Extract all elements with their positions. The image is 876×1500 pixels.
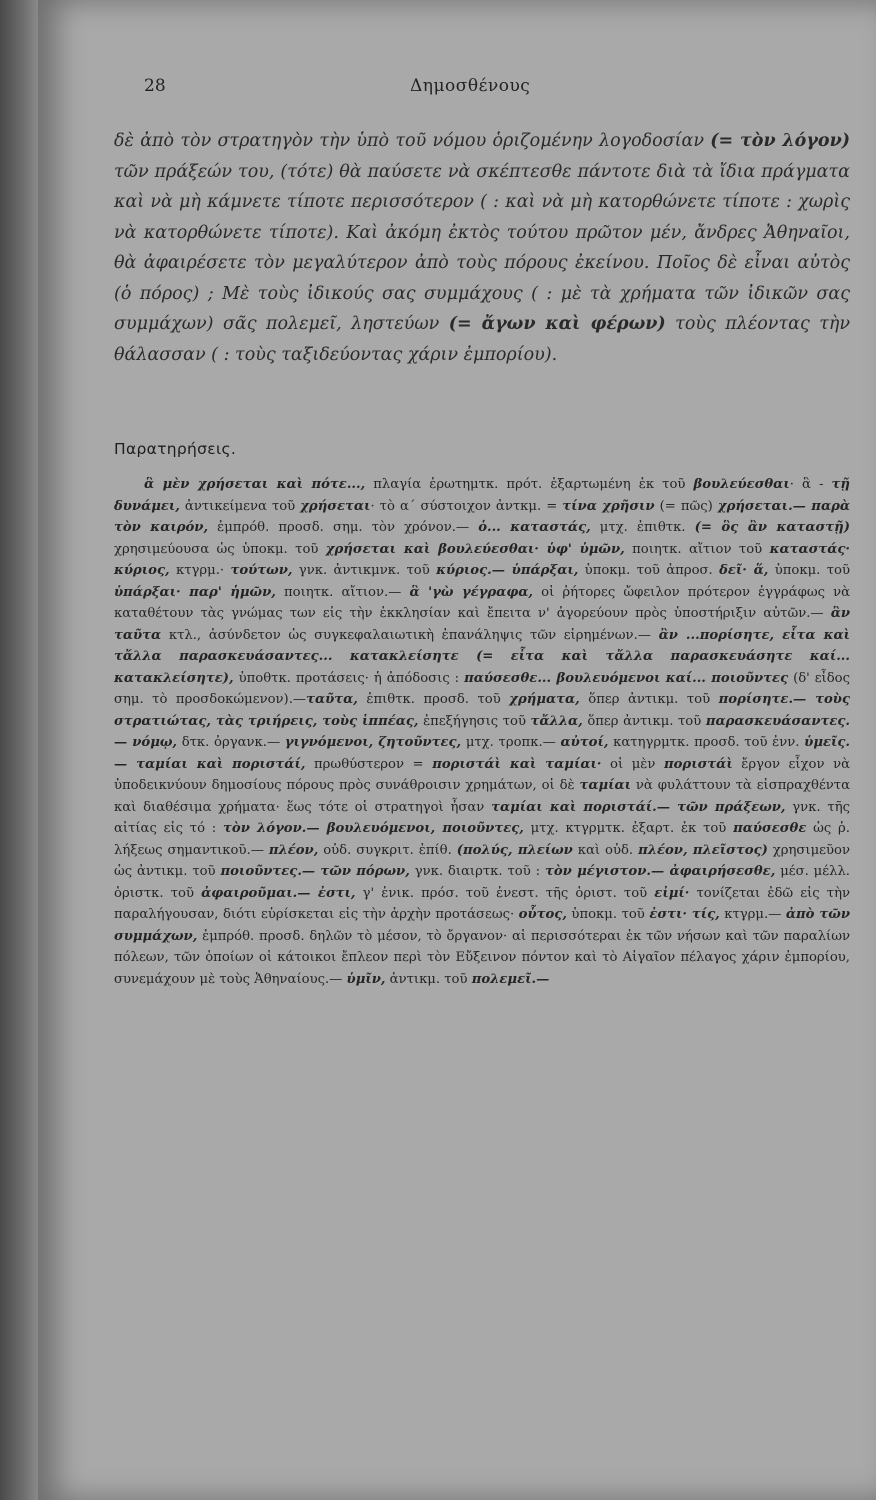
note-text: μτχ. τροπκ.— xyxy=(461,735,561,750)
note-term: παύσεσθε xyxy=(733,821,807,836)
note-text: ὑποθτκ. προτάσεις· ἡ ἀπόδοσις : xyxy=(233,670,465,686)
note-term: οὗτος, xyxy=(518,907,567,922)
note-text: χρησιμεῦον ὡς ἀντικμ. τοῦ xyxy=(114,842,850,879)
note-text: καὶ οὐδ. xyxy=(572,842,639,858)
note-term: ταμίαι xyxy=(579,778,632,793)
note-term: ποριστάὶ xyxy=(663,756,733,772)
note-term: πορίσητε.— τοὺς στρατιώτας, τὰς τριήρεις, τοὺς ἱππέας, xyxy=(114,692,850,729)
note-term: βουλεύεσθαι xyxy=(693,477,790,492)
note-term: δεῖ· ἅ, xyxy=(719,563,769,578)
note-text: κτγρμ.· xyxy=(169,563,231,578)
note-text: ἀντικμ. τοῦ xyxy=(385,971,472,987)
grammar-notes xyxy=(114,474,850,990)
note-term: παύσεσθε... βουλευόμενοι καί... ποιοῦντες xyxy=(464,670,789,686)
note-term: ταμίαι καὶ ποριστάί.— τῶν πράξεων, xyxy=(491,799,786,815)
note-text: οἱ ῥήτορες ὤφειλον πρότερον ἐγγράφως νὰ καταθέτουν τὰς γνώμας των εἰς τὴν ἐκκλησίαν καὶ ἔπειτα ν' ἀγορεύουν πρὸς ὑποστήριξιν αὐτῶν.— xyxy=(114,584,850,621)
note-term: ὑπάρξαι· παρ' ἡμῶν, xyxy=(114,584,276,600)
note-text: ὑποκμ. τοῦ ἀπροσ. xyxy=(578,563,720,578)
note-text: ὑποκμ. τοῦ xyxy=(768,563,850,578)
note-text: ἔργον εἶχον νὰ ὑποδεικνύουν δημοσίους πόρους πρὸς συνάθροισιν χρημάτων, οἱ δὲ xyxy=(114,756,850,793)
note-text: μέσ. μέλλ. ὁριστκ. τοῦ xyxy=(114,864,850,901)
note-text: · ἃ - xyxy=(789,477,832,492)
note-term: πλέον, xyxy=(268,842,319,858)
note-text: οἱ μὲν xyxy=(601,756,664,772)
running-head: Δημοσθένους xyxy=(410,76,531,96)
note-term: ἂν ταῦτα xyxy=(114,606,850,643)
note-text: τονίζεται ἐδῶ εἰς τὴν παραλήγουσαν, διότι εὑρίσκεται εἰς τὴν ἀρχὴν προτάσεως· xyxy=(114,885,850,922)
bold-gloss: (= ἄγων καὶ φέρων) xyxy=(448,314,666,334)
note-term: παρασκευάσαντες.— νόμῳ, xyxy=(114,713,850,750)
note-text: δτκ. ὀργανκ.— xyxy=(177,735,285,750)
note-term: ἃ μὲν χρήσεται καὶ πότε..., xyxy=(144,477,366,492)
translation-text xyxy=(114,126,850,370)
note-text: πλαγία ἐρωτημτκ. πρότ. ἐξαρτωμένη ἐκ τοῦ xyxy=(365,477,694,492)
book-spine-shadow xyxy=(0,0,38,1500)
note-text: μτχ. κτγρμτκ. ἐξαρτ. ἐκ τοῦ xyxy=(523,821,734,836)
translation-paragraph xyxy=(114,126,850,370)
note-text: οὐδ. συγκριτ. ἐπίθ. xyxy=(318,842,457,858)
note-term: ποριστάὶ καὶ ταμίαι· xyxy=(432,756,602,772)
text-run: δὲ ἀπὸ τὸν στρατηγὸν τὴν ὑπὸ τοῦ νόμου ὁριζομένην λογοδοσίαν xyxy=(114,131,711,151)
note-term: τὸν λόγον.— βουλευόμενοι, ποιοῦντες, xyxy=(223,821,524,836)
note-text: ὡς ῥ. λήξεως σημαντικοῦ.— xyxy=(114,821,850,858)
note-term: καταστάς· κύριος, xyxy=(114,541,850,578)
page-header xyxy=(144,76,850,102)
note-term: εἰμί· xyxy=(654,885,690,901)
bold-gloss: (= τὸν λόγον) xyxy=(710,131,850,151)
note-text: γνκ. ἀντικμνκ. τοῦ xyxy=(292,563,437,578)
note-text: ἐπεξήγησις τοῦ xyxy=(418,713,531,729)
note-term: τούτων, xyxy=(230,563,293,578)
note-text: πρωθύστερον = xyxy=(305,756,433,772)
page-number: 28 xyxy=(144,76,166,96)
note-term: τἄλλα, xyxy=(530,713,583,729)
note-term: ἐστι· τίς, xyxy=(649,907,720,922)
text-run: τῶν πράξεών του, (τότε) θὰ παύσετε νὰ σκέπτεσθε πάντοτε διὰ τὰ ἴδια πράγματα καὶ νὰ μὴ κάμνετε τίποτε περισσότερον ( : καὶ νὰ μὴ κατορθώνετε τίποτε : χωρὶς νὰ κατορθώνετε τίποτε). Καὶ ἀκόμη ἐκτὸς τούτου πρῶτον μέν, ἄνδρες Ἀθηναῖοι, θὰ ἀφαιρέσετε τὸν μεγαλύτερον ἀπὸ τοὺς πόρους ἐκείνου. Ποῖος δὲ εἶναι αὐτὸς (ὁ πόρος) ; Μὲ τοὺς ἰδικούς σας συμμάχους ( : μὲ τὰ χρήματα τῶν ἰδικῶν σας συμμάχων) σᾶς πολεμεῖ, ληστεύων xyxy=(114,161,850,334)
note-text: νὰ φυλάττουν τὰ εἰσπραχθέντα καὶ διαθέσιμα χρήματα· ἕως τότε οἱ στρατηγοὶ ἦσαν xyxy=(114,778,850,815)
note-text: ἐπιθτκ. προσδ. τοῦ xyxy=(357,692,510,707)
note-term: ἀφαιροῦμαι.— ἐστι, xyxy=(201,885,356,901)
notes-paragraph xyxy=(114,474,850,990)
note-text: κατηγρμτκ. προσδ. τοῦ ἐνν. xyxy=(608,735,805,750)
note-term: ταῦτα, xyxy=(306,692,358,707)
note-text: (= πῶς) xyxy=(654,498,718,514)
note-term: χρήσεται xyxy=(300,498,371,514)
note-term: ποιοῦντες.— τῶν πόρων, xyxy=(220,864,410,879)
note-term: αὐτοί, xyxy=(560,735,609,750)
note-term: ἀπὸ τῶν συμμάχων, xyxy=(114,907,850,944)
note-term: ὁ... καταστάς, xyxy=(478,520,591,535)
note-text: γνκ. τῆς αἰτίας εἰς τό : xyxy=(114,799,850,836)
note-term: κύριος.— ὑπάρξαι, xyxy=(436,563,579,578)
note-term: χρήσεται καὶ βουλεύεσθαι· ὑφ' ὑμῶν, xyxy=(325,541,625,557)
note-text: ποιητκ. αἴτιον.— xyxy=(275,584,410,600)
text-run: τοὺς πλέοντας τὴν θάλασσαν ( : τοὺς ταξιδεύοντας χάριν ἐμπορίου). xyxy=(114,314,851,365)
note-text: ὅπερ ἀντικμ. τοῦ xyxy=(579,692,719,707)
note-term: ἂν ...πορίσητε, εἶτα καὶ τἄλλα παρασκευάσαντες... κατακλείσητε (= εἶτα καὶ τἄλλα παρασκευάσητε καί... κατακλείσητε), xyxy=(114,627,850,686)
note-text: · τὸ α΄ σύστοιχον ἀντκμ. = xyxy=(370,498,563,514)
note-term: (πολύς, πλείων xyxy=(456,842,573,858)
note-text: ἐμπρόθ. προσδ. σημ. τὸν χρόνον.— xyxy=(208,520,479,535)
note-term: ἃ 'γὼ γέγραφα, xyxy=(409,584,534,600)
note-term: ὑμεῖς.— ταμίαι καὶ ποριστάί, xyxy=(114,735,850,772)
section-title: Παρατηρήσεις. xyxy=(114,440,237,458)
note-text: μτχ. ἐπιθτκ. xyxy=(590,520,695,535)
note-text: χρησιμεύουσα ὡς ὑποκμ. τοῦ xyxy=(114,541,326,557)
note-text: ποιητκ. αἴτιον τοῦ xyxy=(624,541,770,557)
note-text: ἐμπρόθ. προσδ. δηλῶν τὸ μέσον, τὸ ὄργανον· αἱ περισσότεραι ἐκ τῶν νήσων καὶ τῶν παραλίων πόλεων, τῶν ὁποίων οἱ κάτοικοι ἔπλεον περὶ τὸν Εὔξεινον πόντον καὶ τὸ Αἰγαῖον πέλαγος χάριν ἐμπορίου, συνεμάχουν μὲ τοὺς Ἀθηναίους.— xyxy=(114,928,850,987)
note-term: πολεμεῖ.— xyxy=(471,971,550,987)
note-term: τῇ δυνάμει, xyxy=(114,477,850,514)
note-text: γ' ἑνικ. πρόσ. τοῦ ἐνεστ. τῆς ὁριστ. τοῦ xyxy=(355,885,655,901)
note-term: γιγνόμενοι, ζητοῦντες, xyxy=(284,735,462,750)
note-term: (= ὃς ἂν καταστῇ) xyxy=(694,520,850,535)
note-text: (δ' εἶδος σημ. τὸ προσδοκώμενον).— xyxy=(114,670,850,707)
note-term: ὑμῖν, xyxy=(346,971,386,987)
note-term: τίνα χρῆσιν xyxy=(562,498,655,514)
note-text: ὑποκμ. τοῦ xyxy=(566,907,650,922)
note-text: κτγρμ.— xyxy=(719,907,786,922)
note-text: ὅπερ ἀντικμ. τοῦ xyxy=(582,713,706,729)
note-text: ἀντικείμενα τοῦ xyxy=(179,498,301,514)
note-term: τὸν μέγιστον.— ἀφαιρήσεσθε, xyxy=(544,864,776,879)
note-text: κτλ., ἀσύνδετον ὡς συγκεφαλαιωτικὴ ἐπανάληψις τῶν εἰρημένων.— xyxy=(161,627,659,643)
note-term: χρήματα, xyxy=(509,692,580,707)
note-text: γνκ. διαιρτκ. τοῦ : xyxy=(409,864,545,879)
note-term: χρήσεται.— παρὰ τὸν καιρόν, xyxy=(114,498,851,535)
note-term: πλέον, πλεῖστος) xyxy=(638,842,768,858)
